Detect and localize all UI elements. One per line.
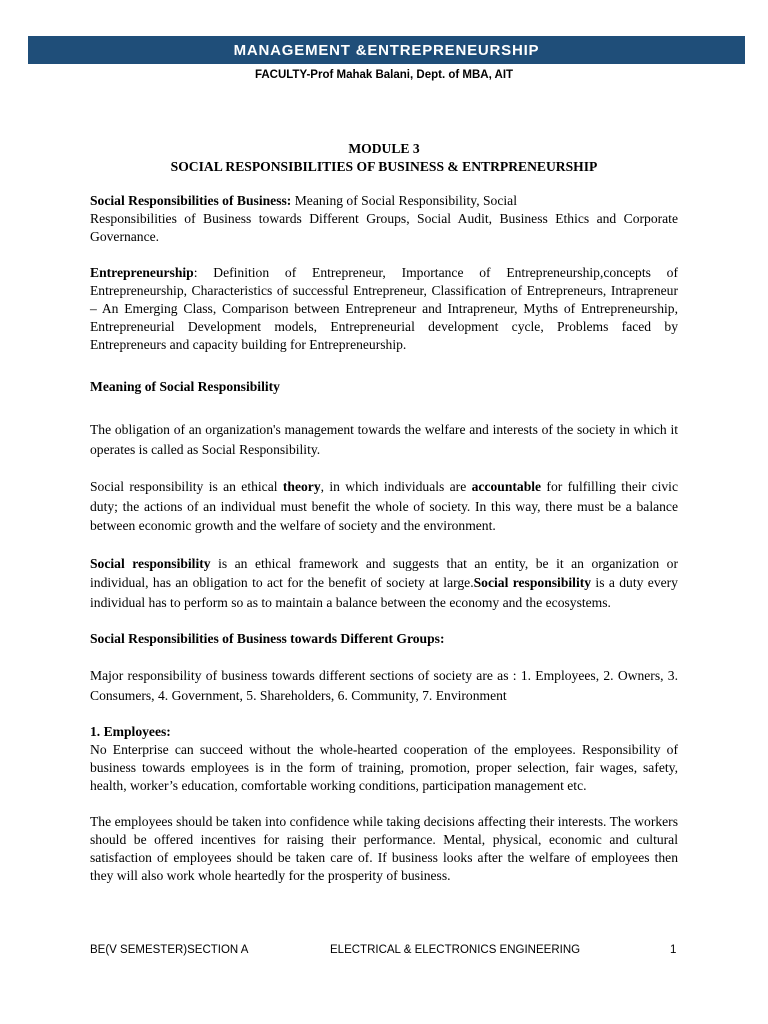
footer-department: ELECTRICAL & ELECTRONICS ENGINEERING: [330, 944, 581, 956]
groups-intro: Major responsibility of business towards different sections of society are as : 1. Employees, 2. Owners, 3. Consumers, 4. Government, 5. Shareholders, 6. Community, 7. Environment: [90, 668, 678, 703]
footer-page-number: 1: [670, 944, 677, 956]
meaning-paragraph-1: The obligation of an organization's management towards the welfare and interests of the society in which it operates is called as Social Responsibility.: [90, 422, 678, 457]
page-content: [90, 140, 678, 885]
employees-paragraph-2: The employees should be taken into confidence while taking decisions affecting their interests. The workers should be offered incentives for raising their performance. Mental, physical, economic and cultural satisfaction of employees should be taken care of. If business looks after the welfare of employees then they will also work whole heartedly for the prosperity of business.: [90, 814, 678, 883]
syllabus-entrepreneurship: [90, 264, 678, 354]
syllabus-ent-text: : Definition of Entrepreneur, Importance of Entrepreneurship,concepts of Entrepreneurship, Characteristics of successful Entrepreneur, Classification of Entrepreneurs, Intrapreneur – An Emerging Class, Comparison between Entrepreneur and Intrapreneur, Myths of Entrepreneurship, Entrepreneurial Development models, Entrepreneurial development cycle, Problems faced by Entrepreneurs and capacity building for Entrepreneurship.: [90, 265, 678, 352]
course-title: MANAGEMENT &ENTREPRENEURSHIP: [233, 41, 540, 59]
module-number: MODULE 3: [348, 141, 420, 156]
syllabus-srb-label: Social Responsibilities of Business:: [90, 193, 292, 208]
heading-groups: Social Responsibilities of Business towards Different Groups:: [90, 631, 445, 646]
term-theory: theory: [282, 479, 321, 494]
heading-employees: 1. Employees:: [90, 724, 171, 739]
page-footer: [0, 944, 768, 960]
syllabus-srb-rest: Responsibilities of Business towards Different Groups, Social Audit, Business Ethics and Corporate Governance.: [90, 211, 678, 244]
meaning-paragraph-3: Social responsibility is an ethical framework and suggests that an entity, be it an organization or individual, has an obligation to act for the benefit of society at large.Social responsibility is a duty every individual has to perform so as to maintain a balance between the economy and the ecosystems.: [90, 555, 678, 610]
employees-paragraph-1: No Enterprise can succeed without the whole-hearted cooperation of the employees. Responsibility of business towards employees is in the form of training, promotion, proper selection, fair wages, safety, health, worker’s education, comfortable working conditions, participation management etc.: [90, 742, 678, 793]
module-title: SOCIAL RESPONSIBILITIES OF BUSINESS & ENTRPRENEURSHIP: [170, 159, 598, 174]
document-header-banner: [28, 36, 745, 64]
syllabus-social-responsibility: [90, 192, 678, 246]
heading-meaning: Meaning of Social Responsibility: [90, 379, 280, 394]
faculty-line: FACULTY-Prof Mahak Balani, Dept. of MBA, AIT: [254, 69, 514, 81]
syllabus-ent-label: Entrepreneurship: [90, 265, 194, 280]
meaning-paragraph-2: Social responsibility is an ethical theory, in which individuals are accountable for fulfilling their civic duty; the actions of an individual must benefit the whole of society. In this way, there must be a balance between economic growth and the welfare of society and the environment.: [90, 479, 678, 533]
term-accountable: accountable: [471, 479, 542, 494]
syllabus-srb-line1: Meaning of Social Responsibility, Social: [291, 193, 517, 208]
footer-semester-section: BE(V SEMESTER)SECTION A: [90, 944, 249, 956]
